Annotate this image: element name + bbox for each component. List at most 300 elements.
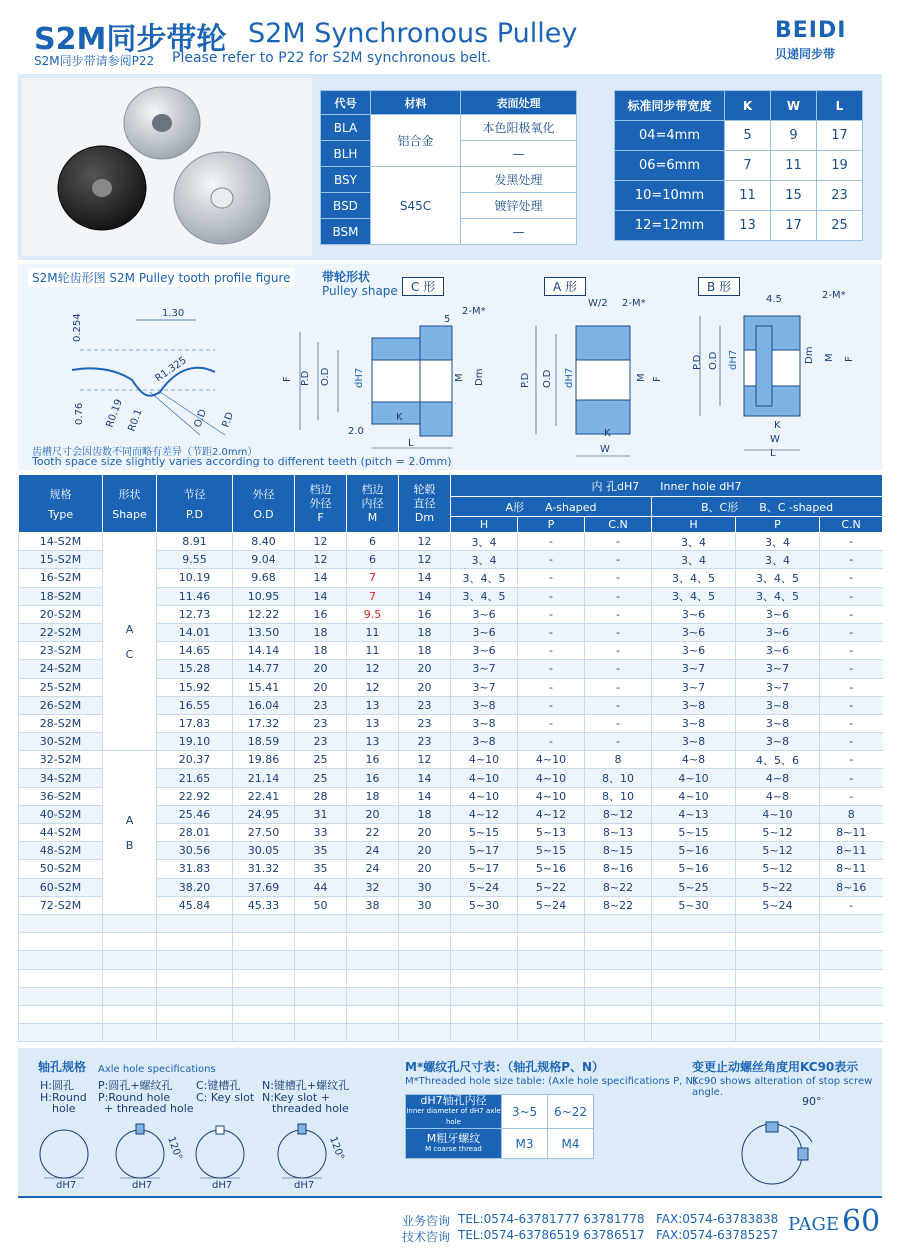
cell-acn: - xyxy=(585,587,652,605)
b-label-w: W xyxy=(770,434,780,445)
cell-bh: 3、4、5 xyxy=(652,587,736,605)
thread-v22: M4 xyxy=(548,1129,594,1159)
title-cn: S2M同步带轮 xyxy=(34,22,227,57)
cell-od: 14.77 xyxy=(233,660,295,678)
cell-bcn: - xyxy=(820,569,883,587)
tech-label: 技术咨询 xyxy=(402,1230,451,1244)
empty-cell xyxy=(295,1024,347,1042)
empty-cell xyxy=(295,1005,347,1023)
c-label-five: 5 xyxy=(444,314,451,325)
shape-letter: A xyxy=(125,622,134,636)
cell-ah: 3~8 xyxy=(451,696,518,714)
th-b-cn: C.N xyxy=(820,517,883,533)
tp-dim-0254: 0.254 xyxy=(72,313,83,342)
cell-ap: - xyxy=(518,660,585,678)
cell-ah: 5~24 xyxy=(451,878,518,896)
cell-f: 35 xyxy=(295,860,347,878)
th-shape-en: Shape xyxy=(112,508,147,521)
cell-ah: 3、4 xyxy=(451,533,518,551)
empty-cell xyxy=(451,987,518,1005)
pulley-shape-title-en: Pulley shape xyxy=(322,284,398,298)
mat-header-treatment: 表面处理 xyxy=(461,91,577,115)
cell-m: 32 xyxy=(347,878,399,896)
c-label-od: O.D xyxy=(320,367,331,386)
cell-bh: 4~8 xyxy=(652,751,736,769)
cell-f: 35 xyxy=(295,842,347,860)
width-header-w: W xyxy=(771,91,817,121)
cell-bcn: - xyxy=(820,587,883,605)
empty-cell xyxy=(736,1005,820,1023)
empty-row xyxy=(19,1005,883,1023)
footer-divider xyxy=(18,1196,882,1198)
cell-bcn: 8 xyxy=(820,805,883,823)
th-pd-cn: 节径 xyxy=(183,488,206,501)
cell-type: 18-S2M xyxy=(19,587,103,605)
cell-f: 28 xyxy=(295,787,347,805)
mat-treatment: — xyxy=(461,141,577,167)
cell-ap: - xyxy=(518,569,585,587)
cell-bp: 4~10 xyxy=(736,805,820,823)
cell-acn: - xyxy=(585,678,652,696)
tooth-note-en: Tooth space size slightly varies according to different teeth (pitch = 2.0mm) xyxy=(32,455,452,468)
cell-pd: 38.20 xyxy=(157,878,233,896)
cell-bp: 3~7 xyxy=(736,678,820,696)
th-od xyxy=(233,475,295,533)
empty-cell xyxy=(295,951,347,969)
empty-cell xyxy=(399,1024,451,1042)
pulley-shape-title-cn: 带轮形状 xyxy=(322,270,371,284)
empty-cell xyxy=(157,987,233,1005)
cell-type: 28-S2M xyxy=(19,714,103,732)
th-a-p: P xyxy=(518,517,585,533)
axle-p-en1: P:Round hole xyxy=(98,1091,171,1104)
cell-bcn: - xyxy=(820,605,883,623)
cell-pd: 14.01 xyxy=(157,623,233,641)
thread-title-cn: M*螺纹孔尺寸表：（轴孔规格P、N） xyxy=(405,1060,605,1074)
cell-od: 14.14 xyxy=(233,642,295,660)
cell-acn: - xyxy=(585,714,652,732)
cell-m: 11 xyxy=(347,623,399,641)
cell-ah: 5~17 xyxy=(451,860,518,878)
empty-cell xyxy=(736,933,820,951)
cell-acn: 8~13 xyxy=(585,824,652,842)
technical-drawings xyxy=(0,0,900,470)
width-k: 11 xyxy=(725,181,771,211)
cell-ap: - xyxy=(518,696,585,714)
th-inner-en: Inner hole dH7 xyxy=(660,479,742,493)
th-shape-cn: 形状 xyxy=(118,488,141,501)
tp-dim-r01: R0.1 xyxy=(126,407,145,434)
cell-bcn: - xyxy=(820,533,883,551)
empty-cell xyxy=(295,933,347,951)
th-a-en: A-shaped xyxy=(545,500,597,514)
width-l: 17 xyxy=(817,121,863,151)
empty-cell xyxy=(103,987,157,1005)
biz-tel: TEL:0574-63781777 63781778 xyxy=(458,1212,645,1226)
axle-dh7-n: dH7 xyxy=(294,1180,315,1191)
cell-bp: 3、4、5 xyxy=(736,569,820,587)
c-label-f: F xyxy=(282,376,293,382)
b-label-dm: Dm xyxy=(804,346,815,364)
empty-cell xyxy=(157,914,233,932)
b-label-dh7: dH7 xyxy=(728,349,739,370)
empty-cell xyxy=(736,951,820,969)
width-label: 06=6mm xyxy=(615,151,725,181)
cell-acn: - xyxy=(585,551,652,569)
axle-title-cn: 轴孔规格 xyxy=(38,1060,87,1074)
cell-ah: 4~12 xyxy=(451,805,518,823)
cell-od: 9.04 xyxy=(233,551,295,569)
width-l: 19 xyxy=(817,151,863,181)
c-label-pd: P.D xyxy=(300,370,311,386)
c-shape-drawing xyxy=(300,326,452,448)
cell-ah: 3~7 xyxy=(451,660,518,678)
cell-type: 72-S2M xyxy=(19,896,103,914)
empty-cell xyxy=(652,914,736,932)
thread-v11: 3~5 xyxy=(502,1095,548,1129)
a-label-k: K xyxy=(604,428,611,439)
cell-ap: 5~15 xyxy=(518,842,585,860)
cell-type: 40-S2M xyxy=(19,805,103,823)
axle-n-en1: N:Key slot + xyxy=(262,1091,330,1104)
cell-dm: 18 xyxy=(399,805,451,823)
empty-cell xyxy=(399,969,451,987)
cell-acn: 8~12 xyxy=(585,805,652,823)
b-label-k: K xyxy=(774,420,781,431)
cell-bh: 3、4 xyxy=(652,551,736,569)
cell-bp: 3~6 xyxy=(736,642,820,660)
width-k: 5 xyxy=(725,121,771,151)
cell-bh: 5~25 xyxy=(652,878,736,896)
width-w: 17 xyxy=(771,211,817,241)
cell-od: 16.04 xyxy=(233,696,295,714)
b-label-l: L xyxy=(770,448,776,459)
empty-cell xyxy=(451,914,518,932)
cell-ap: 4~10 xyxy=(518,787,585,805)
empty-cell xyxy=(652,1005,736,1023)
empty-row xyxy=(19,914,883,932)
cell-m: 16 xyxy=(347,769,399,787)
cell-bh: 3~8 xyxy=(652,714,736,732)
empty-cell xyxy=(820,951,883,969)
empty-cell xyxy=(233,1005,295,1023)
tech-tel: TEL:0574-63786519 63786517 xyxy=(458,1228,645,1242)
cell-od: 31.32 xyxy=(233,860,295,878)
empty-cell xyxy=(451,969,518,987)
empty-cell xyxy=(518,987,585,1005)
cell-pd: 8.91 xyxy=(157,533,233,551)
cell-bcn: - xyxy=(820,787,883,805)
cell-f: 23 xyxy=(295,733,347,751)
empty-cell xyxy=(347,987,399,1005)
cell-acn: 8~22 xyxy=(585,878,652,896)
b-label-f: F xyxy=(844,356,855,362)
th-dm-cn: 轮毂直径 xyxy=(413,483,436,510)
th-bc-shaped xyxy=(652,497,883,517)
cell-acn: 8~22 xyxy=(585,896,652,914)
mat-code: BSM xyxy=(321,219,371,245)
cell-od: 15.41 xyxy=(233,678,295,696)
axle-title-en: Axle hole specifications xyxy=(98,1064,216,1075)
cell-type: 25-S2M xyxy=(19,678,103,696)
tp-dim-od: O.D xyxy=(192,408,210,430)
empty-cell xyxy=(19,969,103,987)
th-inner-cn: 内 孔dH7 xyxy=(591,479,640,493)
width-l: 23 xyxy=(817,181,863,211)
cell-dm: 30 xyxy=(399,878,451,896)
cell-od: 37.69 xyxy=(233,878,295,896)
cell-ap: 5~13 xyxy=(518,824,585,842)
cell-dm: 20 xyxy=(399,824,451,842)
empty-cell xyxy=(585,1024,652,1042)
a-label-f: F xyxy=(652,376,663,382)
tooth-profile-title: S2M轮齿形图 S2M Pulley tooth profile figure xyxy=(28,268,295,287)
cell-type: 22-S2M xyxy=(19,623,103,641)
cell-bp: 3~8 xyxy=(736,714,820,732)
cell-m: 22 xyxy=(347,824,399,842)
a-label-w2: W/2 xyxy=(588,298,608,309)
cell-bcn: - xyxy=(820,642,883,660)
empty-row xyxy=(19,1024,883,1042)
empty-cell xyxy=(736,969,820,987)
cell-bp: 3~6 xyxy=(736,605,820,623)
cell-bp: 3~6 xyxy=(736,623,820,641)
cell-pd: 21.65 xyxy=(157,769,233,787)
c-label-dh7: dH7 xyxy=(354,367,365,388)
cell-ah: 5~30 xyxy=(451,896,518,914)
cell-ap: - xyxy=(518,551,585,569)
empty-cell xyxy=(19,951,103,969)
cell-acn: - xyxy=(585,660,652,678)
cell-f: 44 xyxy=(295,878,347,896)
subtitle-cn: S2M同步带请参阅P22 xyxy=(34,54,155,68)
cell-m: 12 xyxy=(347,678,399,696)
th-shape xyxy=(103,475,157,533)
empty-cell xyxy=(820,914,883,932)
cell-f: 33 xyxy=(295,824,347,842)
cell-bcn: - xyxy=(820,678,883,696)
cell-ap: - xyxy=(518,605,585,623)
cell-ap: 4~10 xyxy=(518,769,585,787)
c-label-l: L xyxy=(408,438,414,449)
empty-cell xyxy=(652,951,736,969)
cell-dm: 20 xyxy=(399,860,451,878)
cell-m: 24 xyxy=(347,842,399,860)
empty-cell xyxy=(652,1024,736,1042)
cell-ah: 5~17 xyxy=(451,842,518,860)
key-slot-hole-icon xyxy=(196,1130,244,1178)
cell-bcn: - xyxy=(820,733,883,751)
cell-dm: 12 xyxy=(399,751,451,769)
a-label-od: O.D xyxy=(542,369,553,388)
cell-type: 32-S2M xyxy=(19,751,103,769)
cell-m: 11 xyxy=(347,642,399,660)
empty-cell xyxy=(518,951,585,969)
cell-dm: 12 xyxy=(399,533,451,551)
kc90-angle: 90° xyxy=(802,1095,822,1108)
cell-bh: 3~6 xyxy=(652,605,736,623)
empty-cell xyxy=(399,987,451,1005)
empty-cell xyxy=(347,914,399,932)
mat-material: S45C xyxy=(371,167,461,245)
cell-f: 23 xyxy=(295,714,347,732)
empty-cell xyxy=(103,1005,157,1023)
cell-ap: - xyxy=(518,533,585,551)
axle-angle-n: 120° xyxy=(327,1135,346,1162)
cell-ah: 3~6 xyxy=(451,623,518,641)
empty-cell xyxy=(233,987,295,1005)
cell-bcn: 8~11 xyxy=(820,824,883,842)
empty-cell xyxy=(103,933,157,951)
cell-bcn: 8~11 xyxy=(820,842,883,860)
cell-ap: - xyxy=(518,733,585,751)
cell-pd: 25.46 xyxy=(157,805,233,823)
thread-row1-en: Inner diameter of dH7 axle hole xyxy=(406,1107,501,1126)
cell-bh: 4~10 xyxy=(652,769,736,787)
empty-cell xyxy=(585,987,652,1005)
cell-ah: 3、4 xyxy=(451,551,518,569)
cell-bp: 3~8 xyxy=(736,696,820,714)
empty-cell xyxy=(820,987,883,1005)
cell-od: 17.32 xyxy=(233,714,295,732)
tp-dim-130: 1.30 xyxy=(162,308,185,319)
empty-cell xyxy=(736,1024,820,1042)
cell-f: 31 xyxy=(295,805,347,823)
cell-acn: - xyxy=(585,696,652,714)
cell-od: 45.33 xyxy=(233,896,295,914)
cell-m: 16 xyxy=(347,751,399,769)
empty-cell xyxy=(399,1005,451,1023)
cell-acn: 8、10 xyxy=(585,787,652,805)
width-w: 11 xyxy=(771,151,817,181)
cell-type: 50-S2M xyxy=(19,860,103,878)
cell-acn: 8~15 xyxy=(585,842,652,860)
cell-dm: 20 xyxy=(399,678,451,696)
b-label-pd: P.D xyxy=(692,354,703,370)
empty-row xyxy=(19,969,883,987)
empty-cell xyxy=(451,933,518,951)
c-label-k: K xyxy=(396,412,403,423)
axle-h-en2: hole xyxy=(52,1102,76,1115)
a-label-m: M xyxy=(636,373,647,382)
cell-f: 23 xyxy=(295,696,347,714)
axle-c-en: C: Key slot xyxy=(196,1091,255,1104)
empty-cell xyxy=(347,1005,399,1023)
a-label-dh7: dH7 xyxy=(564,367,575,388)
cell-f: 12 xyxy=(295,551,347,569)
cell-pd: 15.28 xyxy=(157,660,233,678)
title-en: S2M Synchronous Pulley xyxy=(248,18,578,49)
cell-ap: - xyxy=(518,642,585,660)
cell-ah: 3~7 xyxy=(451,678,518,696)
empty-cell xyxy=(19,987,103,1005)
cell-bp: 3~8 xyxy=(736,733,820,751)
empty-cell xyxy=(157,933,233,951)
cell-ap: - xyxy=(518,678,585,696)
cell-m: 24 xyxy=(347,860,399,878)
th-bc-cn: B、C形 xyxy=(700,500,739,514)
axle-p-en2: + threaded hole xyxy=(104,1102,194,1115)
tp-dim-pd: P.D xyxy=(220,410,237,430)
cell-m: 20 xyxy=(347,805,399,823)
cell-bh: 3~6 xyxy=(652,623,736,641)
empty-cell xyxy=(736,914,820,932)
empty-cell xyxy=(399,914,451,932)
kc90-title-cn: 变更止动螺丝角度用KC90表示 xyxy=(692,1060,859,1074)
cell-od: 10.95 xyxy=(233,587,295,605)
cell-dm: 20 xyxy=(399,660,451,678)
round-threaded-hole-icon xyxy=(116,1130,164,1178)
cell-od: 12.22 xyxy=(233,605,295,623)
cell-od: 21.14 xyxy=(233,769,295,787)
cell-type: 30-S2M xyxy=(19,733,103,751)
axle-dh7-h: dH7 xyxy=(56,1180,77,1191)
cell-type: 44-S2M xyxy=(19,824,103,842)
table-row xyxy=(19,751,883,769)
b-label-od: O.D xyxy=(708,351,719,370)
empty-cell xyxy=(347,951,399,969)
th-m-cn: 档边内径 xyxy=(361,483,384,510)
cell-dm: 23 xyxy=(399,696,451,714)
empty-cell xyxy=(518,969,585,987)
empty-cell xyxy=(295,987,347,1005)
cell-acn: - xyxy=(585,533,652,551)
cell-f: 18 xyxy=(295,642,347,660)
cell-m: 9.5 xyxy=(347,605,399,623)
cell-od: 27.50 xyxy=(233,824,295,842)
mat-code: BLA xyxy=(321,115,371,141)
empty-cell xyxy=(157,1024,233,1042)
shape-a-tag: A 形 xyxy=(544,277,586,296)
cell-bcn: 8~11 xyxy=(820,860,883,878)
logo-mark: BEIDI xyxy=(775,18,847,43)
shape-c-tag: C 形 xyxy=(402,277,444,296)
cell-bp: 3~7 xyxy=(736,660,820,678)
cell-f: 16 xyxy=(295,605,347,623)
mat-treatment: 镀锌处理 xyxy=(461,193,577,219)
cell-bcn: - xyxy=(820,751,883,769)
th-bc-en: B、C -shaped xyxy=(759,500,834,514)
thread-v21: M3 xyxy=(502,1129,548,1159)
shape-b-tag: B 形 xyxy=(698,277,740,296)
cell-od: 8.40 xyxy=(233,533,295,551)
empty-row xyxy=(19,987,883,1005)
cell-bcn: - xyxy=(820,714,883,732)
a-label-w: W xyxy=(600,444,610,455)
cell-bp: 3、4、5 xyxy=(736,587,820,605)
empty-cell xyxy=(399,951,451,969)
th-type xyxy=(19,475,103,533)
tp-dim-076: 0.76 xyxy=(74,402,85,425)
thread-row2-en: M coarse thread xyxy=(425,1144,482,1153)
tooth-note-cn: 齿槽尺寸会因齿数不同而略有差异（节距2.0mm） xyxy=(32,447,258,458)
th-m xyxy=(347,475,399,533)
cell-ah: 3~6 xyxy=(451,605,518,623)
cell-pd: 19.10 xyxy=(157,733,233,751)
cell-dm: 18 xyxy=(399,642,451,660)
cell-ah: 3、4、5 xyxy=(451,569,518,587)
a-label-mstar: 2-M* xyxy=(622,298,646,309)
cell-pd: 9.55 xyxy=(157,551,233,569)
round-hole-icon xyxy=(40,1130,88,1178)
cell-bcn: - xyxy=(820,896,883,914)
empty-cell xyxy=(451,1024,518,1042)
cell-ap: - xyxy=(518,587,585,605)
c-label-two: 2.0 xyxy=(348,426,364,437)
mat-code: BSD xyxy=(321,193,371,219)
c-label-m: M xyxy=(454,373,465,382)
empty-cell xyxy=(585,914,652,932)
